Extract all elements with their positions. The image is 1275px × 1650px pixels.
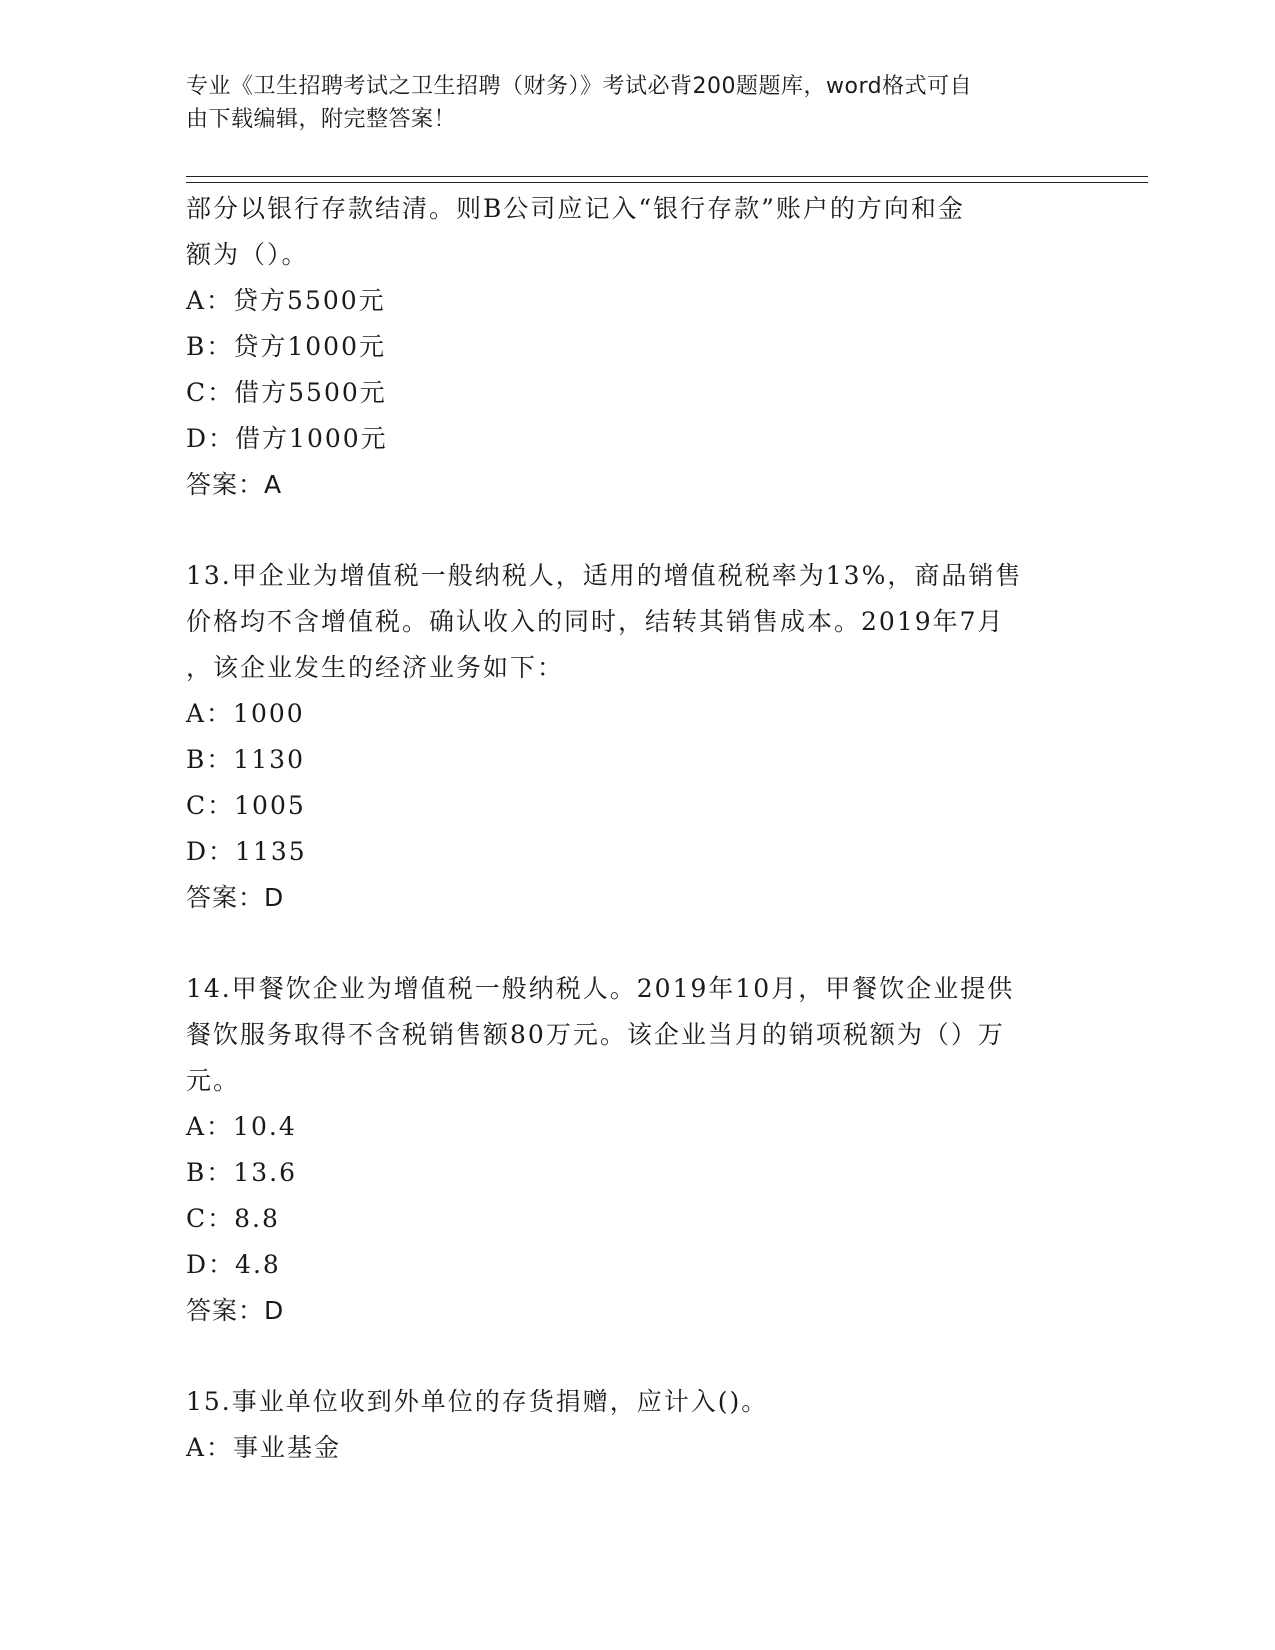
question-stem: 额为（）。 (186, 240, 309, 269)
question-stem: 15.事业单位收到外单位的存货捐赠，应计入()。 (186, 1387, 769, 1416)
option-a: A：事业基金 (186, 1433, 342, 1462)
question-stem: 13.甲企业为增值税一般纳税人，适用的增值税税率为13%，商品销售 (186, 561, 1023, 590)
question-list (186, 186, 1086, 1471)
option-c: C：借方5500元 (186, 378, 387, 407)
header-line-1: 专业《卫生招聘考试之卫生招聘（财务）》考试必背200题题库，word格式可自 (186, 74, 973, 99)
question-14 (186, 966, 1086, 1334)
option-d: D：1135 (186, 837, 307, 866)
question-12 (186, 186, 1086, 508)
option-b: B：1130 (186, 745, 305, 774)
option-a: A：1000 (186, 699, 305, 728)
option-d: D：4.8 (186, 1250, 281, 1279)
option-b: B：贷方1000元 (186, 332, 386, 361)
answer: 答案：D (186, 883, 285, 912)
page-header (186, 70, 1066, 136)
question-stem: 元。 (186, 1066, 241, 1095)
option-c: C：8.8 (186, 1204, 280, 1233)
question-13 (186, 553, 1086, 921)
option-a: A：10.4 (186, 1112, 297, 1141)
question-15 (186, 1379, 1086, 1471)
header-divider-top (186, 176, 1148, 177)
question-stem: 14.甲餐饮企业为增值税一般纳税人。2019年10月，甲餐饮企业提供 (186, 974, 1015, 1003)
question-stem: 价格均不含增值税。确认收入的同时，结转其销售成本。2019年7月 (186, 607, 1005, 636)
question-stem: ，该企业发生的经济业务如下： (186, 653, 565, 682)
option-c: C：1005 (186, 791, 306, 820)
header-line-2: 由下载编辑，附完整答案！ (186, 107, 457, 132)
question-stem: 部分以银行存款结清。则B公司应记入“银行存款”账户的方向和金 (186, 194, 965, 223)
answer: 答案：D (186, 1296, 285, 1325)
option-a: A：贷方5500元 (186, 286, 386, 315)
answer: 答案：A (186, 470, 283, 499)
option-b: B：13.6 (186, 1158, 298, 1187)
header-divider-bottom (186, 182, 1148, 183)
option-d: D：借方1000元 (186, 424, 388, 453)
question-stem: 餐饮服务取得不含税销售额80万元。该企业当月的销项税额为（）万 (186, 1020, 1005, 1049)
